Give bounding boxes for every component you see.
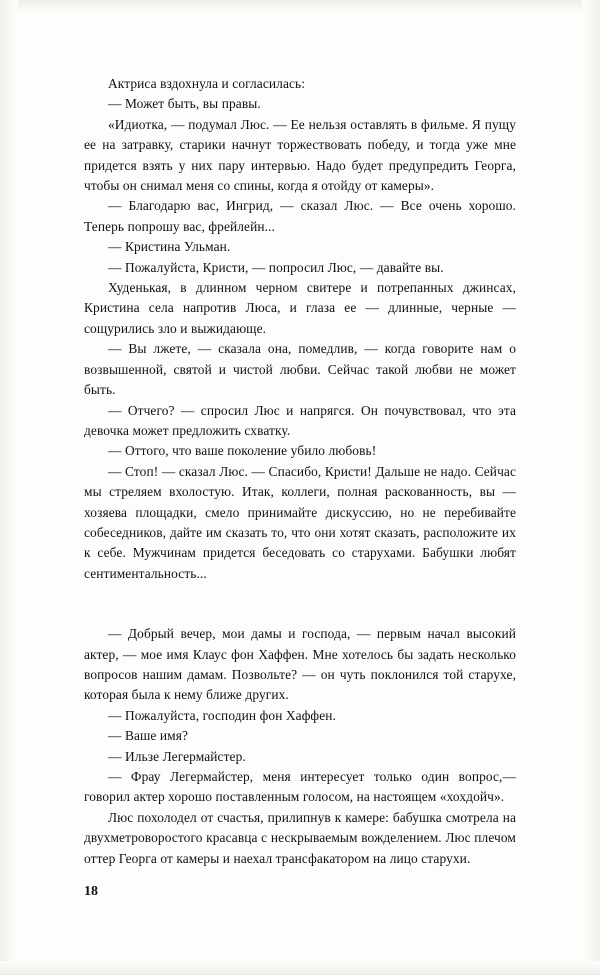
paragraph: — Ильзе Легермайстер. (108, 748, 246, 764)
paragraph: — Благодарю вас, Ингрид, — сказал Люс. — Все очень хорошо. Теперь попрошу вас, фрейлейн... (84, 198, 516, 234)
paragraph: — Отчего? — спросил Люс и напрягся. Он почувствовал, что эта девочка может предложить схватку. (84, 402, 516, 438)
paragraph: Актриса вздохнула и согласилась: (108, 76, 306, 91)
page-edge-right (582, 0, 600, 975)
paragraph: — Ваше имя? (108, 728, 189, 744)
body-text-column (84, 74, 516, 869)
paragraph: Худенькая, в длинном черном свитере и потрепанных джинсах, Кристина села напротив Люса, и глаза ее — длинные, черные — сощурились зло и выжидающе. (84, 280, 516, 336)
paragraph: — Пожалуйста, господин фон Хаффен. (108, 707, 336, 723)
paragraph: — Может быть, вы правы. (108, 96, 261, 112)
paragraph: — Стоп! — сказал Люс. — Спасибо, Кристи! Дальше не надо. Сейчас мы стреляем вхолостую. Итак, коллеги, полная раскованность, вы — хозяева площадки, смело принимайте дискуссию, но не перебивайте собеседников, дайте им сказать то, что они хотят сказать, расположите их к себе. Мужчинам придется беседовать со старухами. Бабушки любят сентиментальность... (84, 463, 516, 581)
paragraph: — Оттого, что ваше поколение убило любовь! (108, 443, 377, 459)
page-edge-bottom (0, 961, 600, 975)
page-edge-top (0, 0, 600, 14)
page-number: 18 (84, 884, 98, 899)
section-break (84, 584, 516, 624)
paragraph: — Добрый вечер, мои дамы и господа, — первым начал высокий актер, — мое имя Клаус фон Хаффен. Мне хотелось бы задать несколько вопросов нашим дамам. Позвольте? — он чуть поклонился той старухе, которая была к нему ближе других. (84, 626, 516, 703)
paragraph: — Фрау Легермайстер, меня интересует только один вопрос,— говорил актер хорошо поставленным голосом, на настоящем «хохдойч». (84, 769, 516, 805)
paragraph: — Пожалуйста, Кристи, — попросил Люс, — давайте вы. (108, 259, 444, 275)
page-edge-left (0, 0, 18, 975)
paragraph: «Идиотка, — подумал Люс. — Ее нельзя оставлять в фильме. Я пущу ее на затравку, старики начнут торжествовать победу, и тогда уже мне придется взять у них пару интервью. Надо будет предупредить Георга, чтобы он снимал меня со спины, когда я отойду от камеры». (84, 116, 516, 194)
paragraph: Люс похолодел от счастья, прилипнув к камере: бабушка смотрела на двухметроворостого красавца с нескрываемым вожделением. Люс плечом оттер Георга от камеры и наехал трансфакатором на лицо старухи. (84, 809, 516, 866)
paragraph: — Кристина Ульман. (108, 239, 231, 255)
paragraph: — Вы лжете, — сказала она, помедлив, — когда говорите нам о возвышенной, святой и чистой любви. Сейчас такой любви не может быть. (84, 341, 516, 398)
